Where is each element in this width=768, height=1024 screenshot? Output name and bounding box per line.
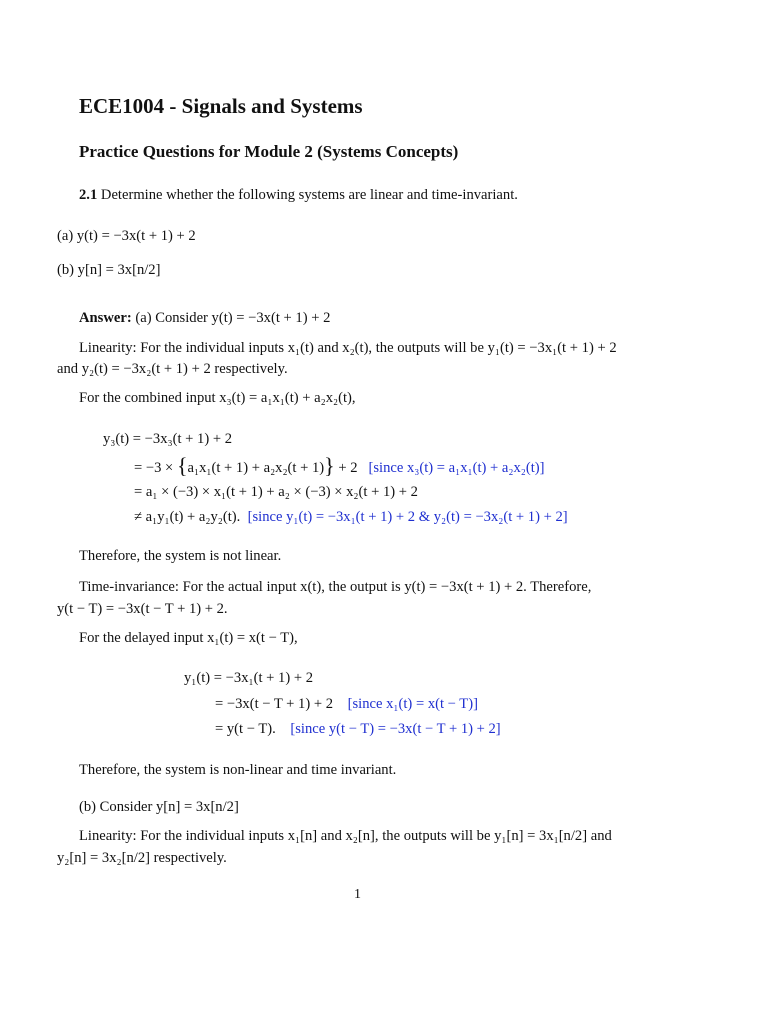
eq1-line-1: y₃(t) = −3x₃(t + 1) + 2 [103, 431, 233, 447]
eq2-line-3-note: [since y(t − T) = −3x(t − T + 1) + 2] [290, 721, 501, 737]
eq2-line-2-expr: = −3x(t − T + 1) + 2 [215, 696, 334, 712]
answer-intro-a: (a) Consider y(t) = −3x(t + 1) + 2 [135, 310, 331, 326]
eq1-line-4-note: [since y₁(t) = −3x₁(t + 1) + 2 & y₂(t) = −3x₂(t + 1) + 2] [247, 509, 568, 525]
brace-open: { [176, 453, 188, 478]
question-number: 2.1 [79, 187, 98, 203]
eq1-line-2-tail: + 2 [338, 460, 358, 476]
answer-intro [79, 310, 330, 327]
linearity-b-line-1: Linearity: For the individual inputs x₁[n] and x₂[n], the outputs will be y₁[n] = 3x₁[n/2] and [79, 828, 612, 844]
linearity-b-line-2: y₂[n] = 3x₂[n/2] respectively. [57, 850, 227, 866]
delayed-input-text: For the delayed input x₁(t) = x(t − T), [79, 630, 298, 646]
time-invariance-line-2: y(t − T) = −3x(t − T + 1) + 2. [57, 601, 228, 617]
question-part-b: (b) y[n] = 3x[n/2] [57, 262, 161, 278]
eq2-line-3-expr: = y(t − T). [215, 721, 276, 737]
eq1-line-4 [134, 509, 568, 526]
time-invariance-line-1: Time-invariance: For the actual input x(t), the output is y(t) = −3x(t + 1) + 2. Therefore, [79, 579, 592, 595]
eq2-line-3 [215, 721, 501, 738]
eq1-line-4-expr: ≠ a₁y₁(t) + a₂y₂(t). [134, 509, 241, 525]
question-text: Determine whether the following systems are linear and time-invariant. [100, 187, 518, 203]
not-linear-text: Therefore, the system is not linear. [79, 548, 282, 564]
combined-input-text: For the combined input x₃(t) = a₁x₁(t) + a₂x₂(t), [79, 390, 356, 406]
eq1-line-2 [134, 453, 545, 478]
question-part-a: (a) y(t) = −3x(t + 1) + 2 [57, 228, 196, 244]
question-prompt [79, 187, 518, 204]
eq2-line-2-note: [since x₁(t) = x(t − T)] [347, 696, 478, 712]
eq2-line-2 [215, 696, 478, 713]
page-subtitle: Practice Questions for Module 2 (Systems Concepts) [79, 142, 459, 161]
linearity-line-2: and y₂(t) = −3x₂(t + 1) + 2 respectively. [57, 361, 288, 377]
answer-label: Answer: [79, 310, 132, 326]
eq1-line-2-lhs: = −3 × [134, 460, 174, 476]
page-number: 1 [354, 887, 361, 902]
conclusion-a-text: Therefore, the system is non-linear and time invariant. [79, 762, 397, 778]
eq1-line-2-note: [since x₃(t) = a₁x₁(t) + a₂x₂(t)] [368, 460, 545, 476]
eq2-line-1: y₁(t) = −3x₁(t + 1) + 2 [184, 670, 314, 686]
eq1-line-2-inner: a₁x₁(t + 1) + a₂x₂(t + 1) [187, 460, 325, 476]
brace-close: } [324, 453, 335, 478]
answer-intro-b: (b) Consider y[n] = 3x[n/2] [79, 799, 239, 815]
page-title: ECE1004 - Signals and Systems [79, 94, 363, 118]
linearity-line-1: Linearity: For the individual inputs x₁(t) and x₂(t), the outputs will be y₁(t) = −3x₁(t + 1) + 2 [79, 340, 617, 356]
eq1-line-3: = a₁ × (−3) × x₁(t + 1) + a₂ × (−3) × x₂(t + 1) + 2 [134, 484, 418, 500]
